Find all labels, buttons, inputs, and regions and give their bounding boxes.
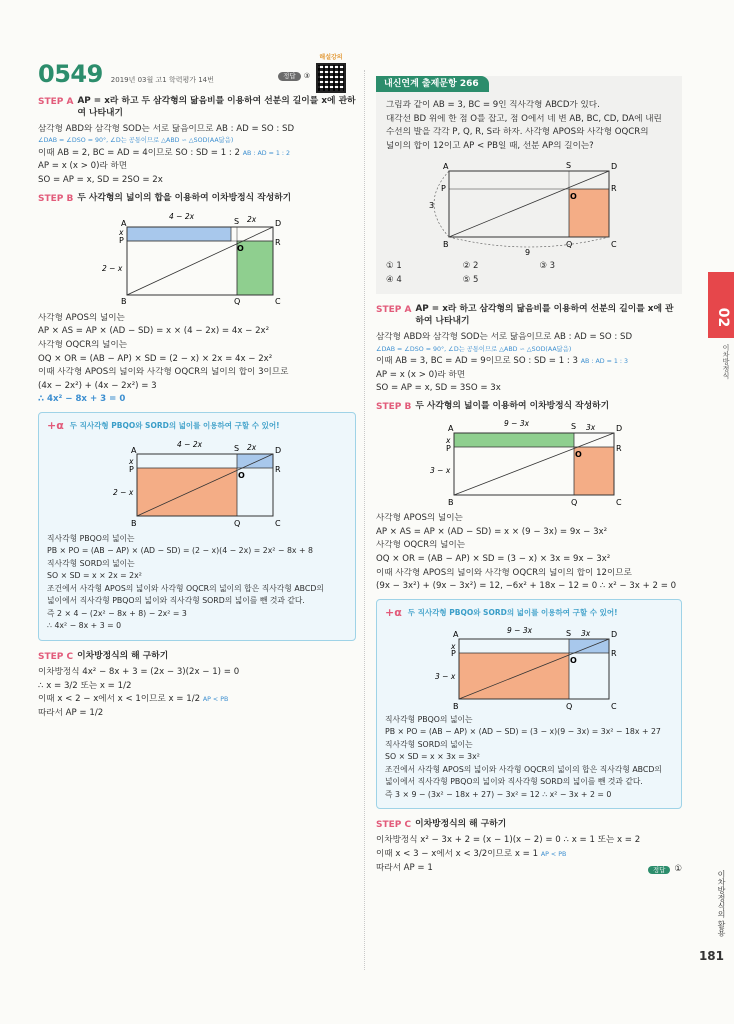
side-note: AP < PB: [540, 850, 567, 858]
label-O: O: [575, 450, 582, 460]
text-line: 이때 x < 3 − x에서 x < 3/2이므로 x = 1 AP < PB: [376, 848, 567, 859]
box-line: 직사각형 SORD의 넓이는: [385, 739, 473, 749]
label-D: D: [611, 161, 618, 171]
box-line: 넓이에서 직사각형 PBQO의 넓이와 직사각형 SORD의 넓이를 뺀 것과 같다.: [47, 596, 305, 606]
text-line: OQ × OR = (AB − AP) × SD = (2 − x) × 2x = 4x − 2x²: [38, 353, 273, 364]
box-line: 즉 2 × 4 − (2x² − 8x + 8) − 2x² = 3: [47, 608, 187, 618]
label-B: B: [443, 239, 449, 249]
label-R: R: [616, 444, 622, 454]
box-header: [47, 419, 347, 434]
choice-1[interactable]: ① 1: [386, 260, 402, 271]
geometry-diagram-right-2: [429, 625, 629, 711]
geometry-diagram-right-1: [424, 417, 634, 509]
label-R: R: [275, 237, 281, 247]
side-note: AB : AD = 1 : 3: [580, 358, 629, 366]
problem-line: 대각선 BD 위에 한 점 O를 잡고, 점 O에서 네 변 AB, BC, CD, DA에 내린: [386, 113, 662, 124]
box-line: 즉 3 × 9 − (3x² − 18x + 27) − 3x² = 12 ∴ x² − 3x + 2 = 0: [385, 789, 612, 799]
box-title: 두 직사각형 PBQO와 SORD의 넓이를 이용하여 구할 수 있어!: [407, 608, 618, 618]
text-line: 이때 AB = 3, BC = AD = 9이므로 SO : SD = 1 : 3 AB : AD = 1 : 3: [376, 356, 629, 367]
label-Q: Q: [234, 518, 241, 528]
label-Q: Q: [566, 701, 573, 711]
equation-result: ∴ 4x² − 8x + 3 = 0: [38, 394, 126, 405]
step-c-label: STEP C: [38, 651, 74, 662]
text-line: OQ × OR = (AB − AP) × SD = (3 − x) × 3x = 9x − 3x²: [376, 554, 611, 564]
right-top-length: 2x: [247, 442, 257, 452]
box-line: 직사각형 PBQO의 넓이는: [47, 533, 135, 543]
label-D: D: [611, 629, 618, 639]
step-c-heading: [38, 651, 356, 663]
answer-pill: 정답: [648, 866, 671, 875]
left-column: [38, 56, 356, 721]
problem-header: [38, 56, 356, 90]
box-line: PB × PO = (AB − AP) × (AD − SD) = (2 − x)(4 − 2x) = 2x² − 8x + 8: [47, 546, 313, 556]
text-line: SO = AP = x, SD = 2SO = 2x: [38, 175, 163, 186]
side-note: AP < PB: [202, 696, 229, 704]
bottom-length: 9: [525, 247, 531, 257]
text-line: AP = x (x > 0)라 하면: [376, 369, 466, 380]
side-length: 3: [429, 200, 435, 210]
step-a-heading: [376, 304, 682, 328]
label-D: D: [616, 424, 623, 434]
geometry-diagram-left-1: [97, 209, 297, 309]
label-P: P: [451, 648, 456, 658]
step-a-title: AP = x라 하고 두 삼각형의 닮음비를 이용하여 선분의 길이를 x에 관하여 나타내기: [77, 96, 356, 118]
label-S: S: [234, 443, 240, 453]
step-c-heading: [376, 819, 682, 831]
problem-diagram: [419, 157, 639, 257]
label-D: D: [275, 218, 282, 228]
qr-label: 해설강의: [319, 54, 343, 61]
label-P: P: [119, 235, 124, 245]
label-R: R: [275, 464, 281, 474]
label-A: A: [448, 424, 454, 434]
text-line: 삼각형 ABD와 삼각형 SOD는 서로 닮음이므로 AB : AD = SO : SD: [38, 123, 295, 134]
text-line: 따라서 AP = 1/2: [38, 707, 104, 718]
text-line: ∴ x = 3/2 또는 x = 1/2: [38, 680, 132, 691]
step-c-title: 이차방정식의 해 구하기: [77, 650, 169, 661]
text-line: 이때 사각형 APOS의 넓이와 사각형 OQCR의 넓이의 합이 3이므로: [38, 367, 289, 378]
box-line: 직사각형 SORD의 넓이는: [47, 558, 135, 568]
chapter-tab-number: 02: [715, 307, 732, 328]
step-b-title: 두 사각형의 넓이를 이용하여 이차방정식 작성하기: [415, 401, 610, 412]
x-length: x: [451, 641, 456, 651]
text-line: 사각형 APOS의 넓이는: [376, 513, 463, 524]
text-line: (4x − 2x²) + (4x − 2x²) = 3: [38, 380, 157, 391]
text-line: AP = x (x > 0)라 하면: [38, 161, 128, 172]
left-length: 3 − x: [435, 671, 456, 681]
answer-value: ③: [303, 72, 310, 80]
label-A: A: [443, 161, 449, 171]
label-C: C: [611, 239, 617, 249]
plus-alpha-icon: +α: [385, 605, 402, 619]
top-length: 9 − 3x: [504, 419, 530, 429]
label-O: O: [238, 470, 245, 480]
right-column: [376, 76, 682, 876]
label-S: S: [234, 216, 240, 226]
geometry-diagram-left-2: [107, 438, 287, 530]
side-note: AB : AD = 1 : 2: [242, 149, 291, 157]
label-A: A: [121, 218, 127, 228]
text-line: AP × AS = AP × (AD − SD) = x × (9 − 3x) = 9x − 3x²: [376, 526, 608, 537]
step-a-title: AP = x라 하고 삼각형의 닮음비를 이용하여 선분의 길이를 x에 관하여 나타내기: [415, 304, 674, 327]
step-b-heading: [38, 193, 356, 205]
label-D: D: [275, 445, 282, 455]
alternate-method-box: [376, 599, 682, 809]
plus-alpha-icon: +α: [47, 418, 64, 432]
label-Q: Q: [571, 498, 578, 508]
problem-number: 0549: [38, 59, 103, 88]
label-B: B: [453, 701, 459, 711]
side-note: ∠DAB = ∠DSO = 90°, ∠D는 공통이므로 △ABD ∽ △SOD(AA닮음): [38, 137, 234, 145]
choice-3[interactable]: ③ 3: [539, 260, 556, 271]
problem-meta: 2019년 03월 고1 학력평가 14번: [110, 75, 214, 84]
label-P: P: [446, 444, 451, 454]
right-top-length: 3x: [586, 423, 596, 433]
qr-code-icon[interactable]: [316, 63, 346, 93]
step-b-heading: [376, 401, 682, 413]
label-A: A: [453, 629, 459, 639]
answer-value: ①: [674, 864, 682, 875]
text-line: 사각형 OQCR의 넓이는: [38, 339, 128, 350]
box-line: 조건에서 사각형 APOS의 넓이와 사각형 OQCR의 넓이의 합은 직사각형 ABCD의: [385, 764, 662, 774]
problem-line: 그림과 같이 AB = 3, BC = 9인 직사각형 ABCD가 있다.: [386, 100, 600, 111]
label-C: C: [275, 518, 281, 528]
choice-2[interactable]: ② 2: [462, 260, 479, 271]
step-a-label: STEP A: [38, 97, 74, 107]
box-title: 두 직사각형 PBQO와 SORD의 넓이를 이용하여 구할 수 있어!: [69, 421, 280, 431]
step-c-label: STEP C: [376, 820, 412, 831]
side-note: ∠DAB = ∠DSO = 90°, ∠D는 공통이므로 △ABD ∽ △SOD(AA닮음): [376, 345, 572, 353]
chapter-tab[interactable]: [708, 272, 734, 338]
label-B: B: [121, 296, 127, 306]
label-R: R: [611, 183, 617, 193]
step-a-label: STEP A: [376, 305, 412, 316]
x-length: x: [119, 227, 124, 237]
label-O: O: [237, 243, 244, 253]
label-A: A: [131, 445, 137, 455]
left-length: 2 − x: [102, 263, 123, 273]
box-line: SO × SD = x × 3x = 3x²: [385, 752, 480, 762]
text-line: 이차방정식 4x² − 8x + 3 = (2x − 3)(2x − 1) = 0: [38, 667, 240, 678]
linked-problem: [376, 76, 682, 294]
step-c-title: 이차방정식의 해 구하기: [415, 819, 507, 830]
column-divider: [364, 70, 365, 970]
text-line: 이차방정식 x² − 3x + 2 = (x − 1)(x − 2) = 0 ∴ x = 1 또는 x = 2: [376, 835, 641, 846]
text-line: 사각형 APOS의 넓이는: [38, 312, 125, 323]
box-line: SO × SD = x × 2x = 2x²: [47, 571, 142, 581]
right-top-length: 3x: [581, 628, 591, 638]
box-line: 직사각형 PBQO의 넓이는: [385, 714, 473, 724]
x-length: x: [446, 436, 451, 446]
top-length: 9 − 3x: [507, 625, 533, 635]
section-name: 이차방정식의 활용: [717, 870, 726, 937]
label-Q: Q: [566, 239, 573, 249]
text-line: 이때 x < 2 − x에서 x < 1이므로 x = 1/2 AP < PB: [38, 694, 229, 705]
text-line: 따라서 AP = 1: [376, 862, 433, 873]
alternate-method-box: [38, 412, 356, 641]
chapter-name: 이차방정식: [722, 344, 730, 379]
problem-line: 넓이의 합이 12이고 AP < PB일 때, 선분 AP의 길이는?: [386, 140, 594, 151]
label-Q: Q: [234, 296, 241, 306]
choice-5[interactable]: ⑤ 5: [462, 274, 479, 285]
label-B: B: [131, 518, 137, 528]
left-length: 2 − x: [113, 487, 134, 497]
box-header: [385, 606, 673, 621]
text-line: 이때 AB = 2, BC = AD = 4이므로 SO : SD = 1 : 2 AB : AD = 1 : 2: [38, 147, 291, 158]
answer-choices: [386, 261, 616, 287]
text-line: 이때 사각형 APOS의 넓이와 사각형 OQCR의 넓이의 합이 12이므로: [376, 567, 632, 578]
step-a-heading: [38, 96, 356, 120]
text-line: 삼각형 ABD와 삼각형 SOD는 서로 닮음이므로 AB : AD = SO : SD: [376, 332, 633, 343]
label-O: O: [570, 655, 577, 665]
answer-pill: 정답: [278, 72, 301, 81]
label-S: S: [571, 422, 577, 432]
label-C: C: [275, 296, 281, 306]
box-line: PB × PO = (AB − AP) × (AD − SD) = (3 − x)(9 − 3x) = 3x² − 18x + 27: [385, 727, 661, 737]
step-b-label: STEP B: [376, 402, 412, 413]
label-P: P: [441, 183, 446, 193]
linked-problem-banner: 내신연계 출제문항 266: [376, 76, 489, 92]
label-S: S: [566, 160, 572, 170]
step-b-title: 두 사각형의 넓이의 합을 이용하여 이차방정식 작성하기: [77, 192, 292, 203]
label-C: C: [616, 498, 622, 508]
x-length: x: [129, 456, 134, 466]
page-number: 181: [698, 949, 724, 963]
top-length: 4 − 2x: [169, 211, 195, 221]
text-line: SO = AP = x, SD = 3SO = 3x: [376, 383, 501, 394]
label-C: C: [611, 701, 617, 711]
label-B: B: [448, 498, 454, 508]
problem-line: 수선의 발을 각각 P, Q, R, S라 하자. 사각형 APOS와 사각형 OQCR의: [386, 127, 649, 138]
top-length: 4 − 2x: [177, 439, 203, 449]
box-line: ∴ 4x² − 8x + 3 = 0: [47, 621, 122, 631]
lecture-qr[interactable]: [314, 54, 348, 92]
label-O: O: [570, 191, 577, 201]
label-S: S: [566, 628, 572, 638]
answer-indicator: [278, 72, 310, 81]
box-line: 조건에서 사각형 APOS의 넓이와 사각형 OQCR의 넓이의 합은 직사각형 ABCD의: [47, 583, 324, 593]
label-P: P: [129, 464, 134, 474]
step-b-label: STEP B: [38, 193, 74, 204]
text-line: 사각형 OQCR의 넓이는: [376, 540, 466, 551]
left-length: 3 − x: [430, 466, 451, 476]
choice-4[interactable]: ④ 4: [386, 274, 402, 285]
right-top-length: 2x: [247, 214, 257, 224]
box-line: 넓이에서 직사각형 PBQO의 넓이와 직사각형 SORD의 넓이를 뺀 것과 같다.: [385, 777, 643, 787]
text-line: (9x − 3x²) + (9x − 3x²) = 12, −6x² + 18x − 12 = 0 ∴ x² − 3x + 2 = 0: [376, 581, 677, 592]
text-line: AP × AS = AP × (AD − SD) = x × (4 − 2x) = 4x − 2x²: [38, 326, 270, 337]
label-R: R: [611, 648, 617, 658]
